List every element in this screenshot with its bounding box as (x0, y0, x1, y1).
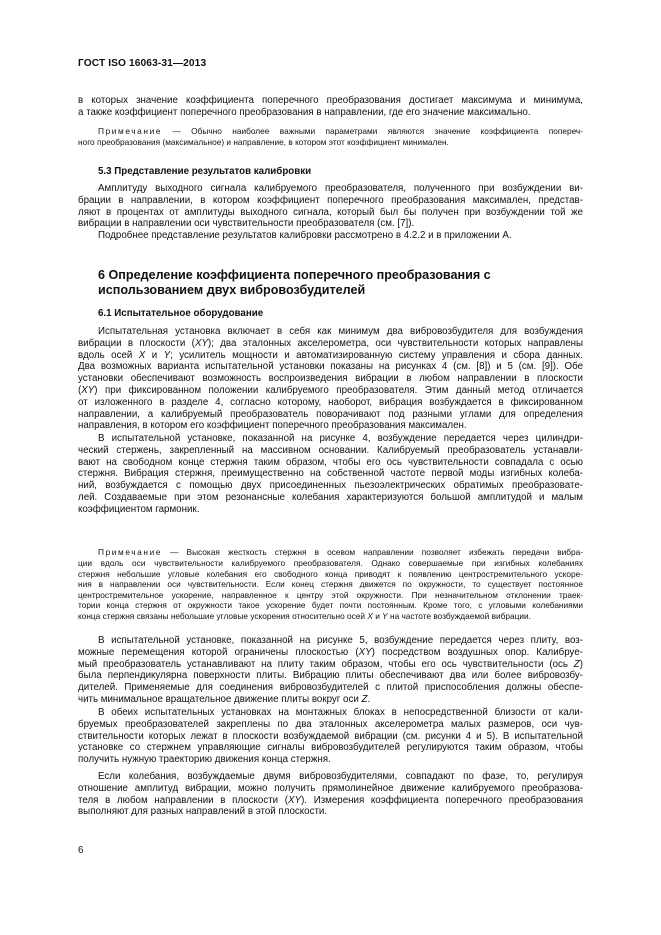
text-line: от изложенного в разделе 4, согласно которому, наоборот, вибрация возбуждается в фиксированном (78, 396, 583, 408)
note-text: — Обычно наиболее важными параметрами являются значение коэффициента попереч- (162, 126, 583, 136)
text-line: ний, возбуждается с помощью двух присоединенных пьезоэлектрических обратимых преобразовате- (78, 480, 583, 492)
section-title-line: 6 Определение коэффициента поперечного преобразования с (98, 268, 491, 282)
note-line: ния в направлении оси чувствительности. Если конец стержня движется по окружности, то существует постоянное (78, 579, 583, 590)
text-line: ческий стержень, закрепленный на массивном основании. Калибруемый преобразователь устанавли- (78, 444, 583, 456)
note-line: тории конца стержня от окружности такое ускорение будет почти постоянным. Кроме того, с угловыми колебаниями (78, 600, 583, 611)
text-line: Если колебания, возбуждаемые двумя вибровозбудителями, совпадают по фазе, то, регулируя (98, 771, 583, 782)
text-line: (XY) при фиксированном положении калибруемого преобразователя. Этим данный метод отличается (78, 384, 583, 396)
section-6-1-paragraph-2 (78, 433, 583, 516)
text-line: коэффициентом гармоник. (78, 503, 200, 515)
text-line: Два возможных варианта испытательной установки показаны на рисунках 4 (см. [8]) и 5 (см. [9]). Обе (78, 361, 583, 373)
section-title-line: использованием двух вибровозбудителей (98, 283, 366, 297)
text-line: установки обеспечивают возможность воспроизведения вибрации в любом направлении в плоскости (78, 373, 583, 385)
text-line: теля в любом направлении в плоскости (XY). Измерения коэффициента поперечного преобразования (78, 794, 583, 806)
note-text: — Высокая жесткость стержня в осевом направлении позволяет избежать передачи вибра- (162, 547, 583, 557)
note-2-cont (78, 558, 583, 622)
note-line: стержня небольшие угловые колебания его свободного конца приводят к появлению центростремительного ускоре- (78, 568, 583, 579)
section-title: 5.3 Представление результатов калибровки (98, 166, 312, 177)
section-6-heading (98, 268, 603, 298)
text-line: была перпендикулярна поверхности плиты. Вибрацию плиты обеспечивают два или более вибровозбу- (78, 670, 583, 682)
note-label: Примечание (98, 547, 163, 557)
text-line: отношение амплитуд вибрации, можно получить прямолинейное движение калибруемого преобразова- (78, 782, 583, 794)
text-line: мый преобразователь устанавливают на плиту таким образом, чтобы его ось чувствительности (ось Z) (78, 658, 583, 670)
text-line: В обеих испытательных установках на монтажных блоках в непосредственной близости от кали- (98, 707, 583, 718)
text-line: вибрации в плоскости (XY); два эталонных акселерометра, оси чувствительности которых направлены (78, 337, 584, 349)
text-line: направлении, а калибруемый преобразователь поворачивают под разными углами для определения (78, 408, 583, 420)
text-line: лей. Создаваемые при этом резонансные колебания характеризуются большой амплитудой и малым (78, 491, 583, 503)
text-line: Амплитуду выходного сигнала калибруемого преобразователя, полученного при возбуждении ви- (98, 183, 583, 194)
note-line: ного преобразования (максимальное) и направление, в котором этот коэффициент минимален. (78, 137, 449, 147)
text-line: ляют в процентах от амплитуды выходного сигнала, который был бы получен при возбуждении той же (78, 206, 583, 218)
text-line: вдоль осей X и Y; усилитель мощности и автоматизированную систему управления и сбора данных. (78, 349, 583, 361)
note-line (98, 547, 583, 558)
text-line: направления, в котором его коэффициент поперечного преобразования максимален. (78, 420, 467, 432)
text-line: установке со стержнем управляющие сигналы вибровозбудителей регулируются таким образом, чтобы (78, 742, 583, 754)
text-line: а также коэффициент поперечного преобразования в направлении, где его значение максимально. (78, 106, 531, 118)
text-line: ствительности которых лежат в плоскости возбуждаемой вибрации (см. рисунки 4 и 5). В испытательной (78, 730, 583, 742)
intro-paragraph (78, 95, 583, 119)
text-line: брации в направлении, в котором коэффициент поперечного преобразования максимален, представ- (78, 194, 583, 206)
text-line: Подробнее представление результатов калибровки рассмотрено в 4.2.2 и в приложении А. (98, 230, 512, 242)
text-line: вибрации в направлении оси чувствительности преобразователя (см. [7]). (78, 218, 415, 230)
section-6-1-paragraph-5 (78, 771, 583, 818)
text-line: можные перемещения которой ограничены плоскостью (XY) посредством воздушных опор. Калибруе- (78, 646, 583, 658)
note-1-cont (78, 137, 583, 148)
text-line: дителей. Применяемые для соединения вибровозбудителей с плитой приспособления должны обеспе- (78, 682, 583, 694)
section-6-1-paragraph-3 (78, 635, 583, 706)
page-number: 6 (78, 845, 84, 856)
section-6-1-paragraph-4 (78, 707, 583, 766)
text-line: получить нужную траекторию движения конца стержня. (78, 754, 331, 766)
note-label: Примечание (98, 126, 163, 136)
text-line: В испытательной установке, показанной на рисунке 5, возбуждение передается через плиту, воз- (98, 635, 583, 646)
note-1 (98, 126, 583, 137)
text-line: стержня. Вибрация стержня, преимущественно на собственной частоте первой моды изгибных колеба- (78, 468, 583, 480)
text-line: вают на свободном конце стержня таким образом, чтобы его ось чувствительности совпадала с осью (78, 456, 583, 468)
note-line: ции вдоль оси чувствительности калибруемого преобразователя. Однако совершаемые при изгибных колебаниях (78, 558, 583, 568)
section-6-1-paragraph-1 (78, 326, 583, 432)
document-header: ГОСТ ISO 16063-31—2013 (78, 58, 207, 69)
text-line: чить минимальное вращательное движение плиты вокруг оси Z. (78, 693, 371, 705)
subsection-title: 6.1 Испытательное оборудование (98, 308, 264, 319)
note-line: центростремительное ускорение, направленное к центру этой окружности. При незначительном отклонении траек- (78, 589, 583, 600)
text-line: в которых значение коэффициента поперечного преобразования достигает максимума и минимума, (78, 95, 583, 106)
section-5-3-paragraph-1 (78, 183, 583, 242)
section-6-1-heading (98, 308, 603, 319)
note-2 (98, 547, 583, 558)
text-line: выполняют для разных направлений в этой плоскости. (78, 806, 328, 818)
text-line: В испытательной установке, показанной на рисунке 4, возбуждение передается через цилиндри- (98, 433, 583, 444)
note-line (98, 126, 583, 137)
text-line: бруемых преобразователей закреплены по два эталонных акселерометра малых размеров, оси чув- (78, 718, 583, 730)
text-line: Испытательная установка включает в себя как минимум два вибровозбудителя для возбуждения (98, 326, 583, 337)
section-5-3-heading (98, 166, 603, 177)
note-line: конца стержня связаны небольшие угловые ускорения относительно осей X и Y на частоте возбуждаемой вибрации. (78, 610, 531, 621)
